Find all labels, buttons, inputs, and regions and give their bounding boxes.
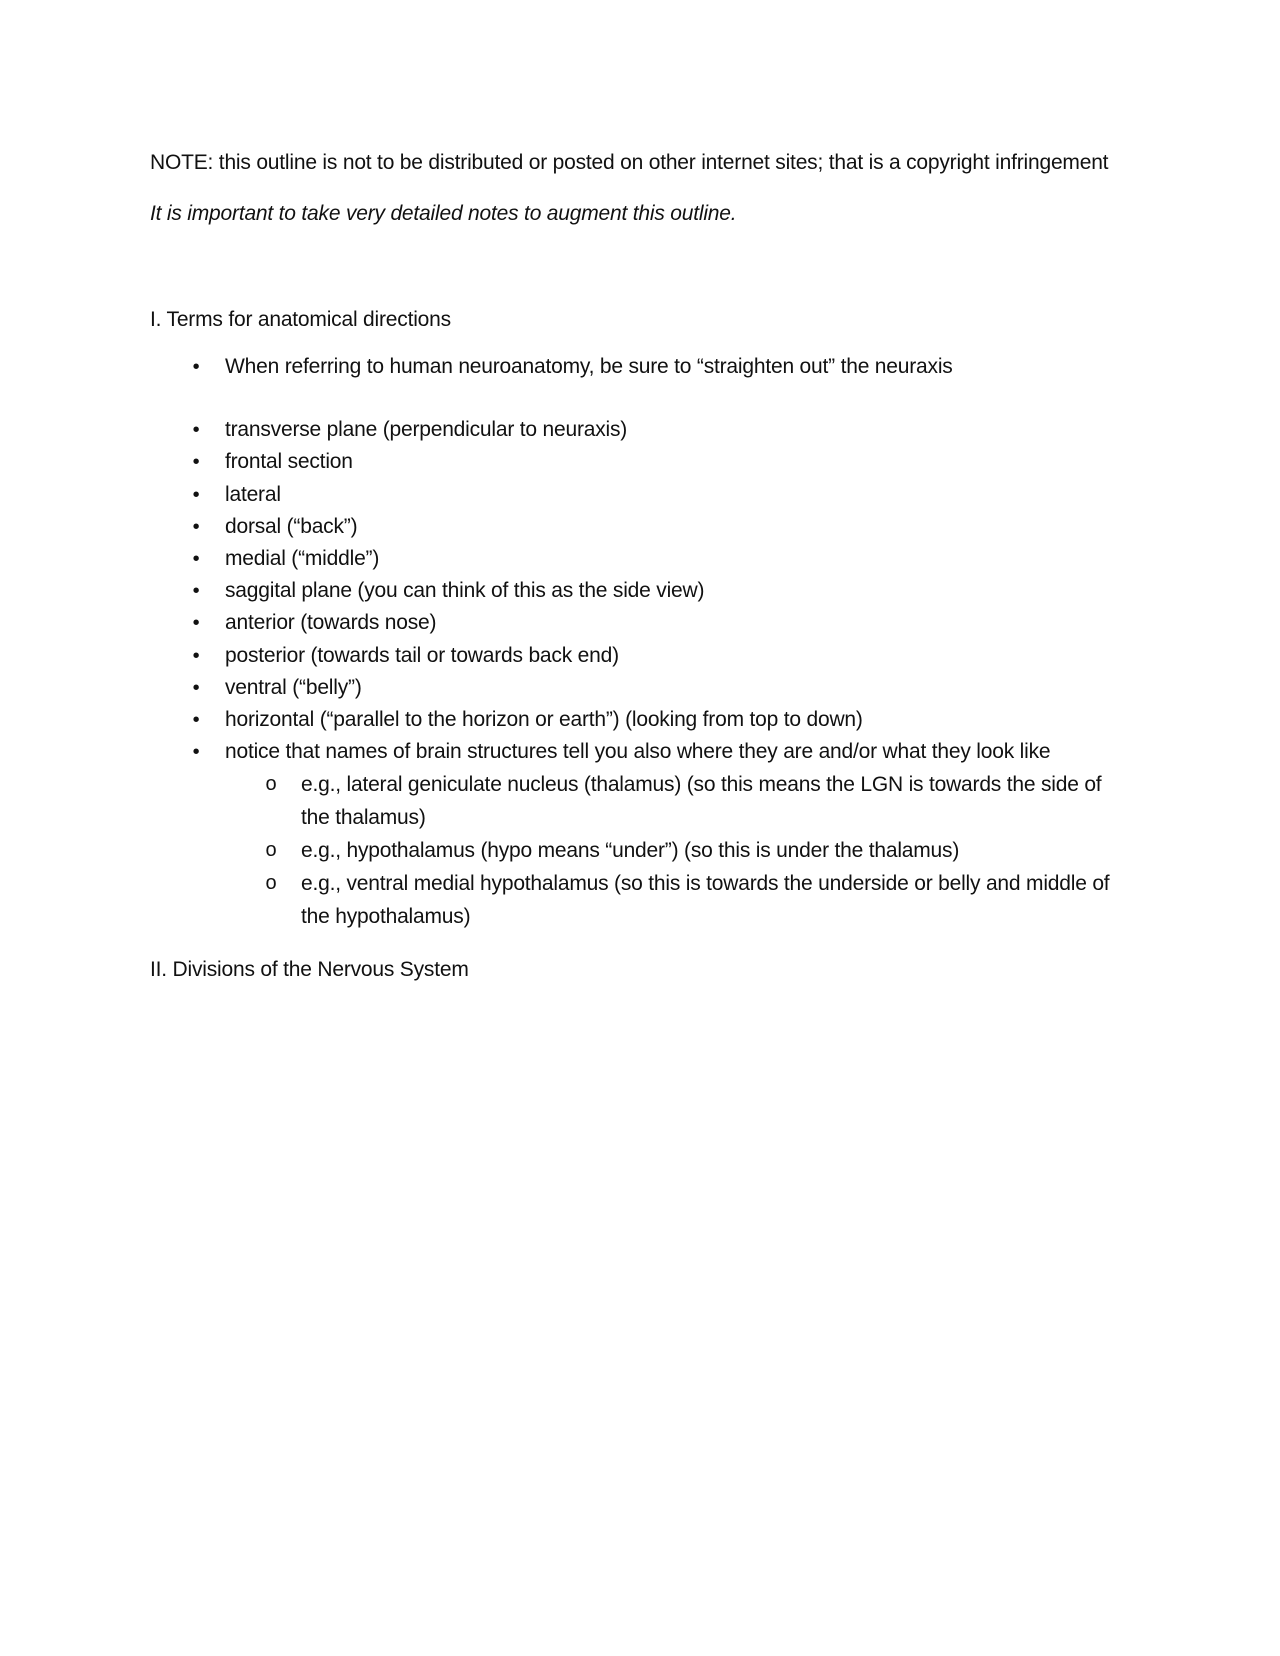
bullet-icon: • (192, 356, 200, 378)
list-item (150, 543, 1135, 575)
sub-list-item (150, 768, 1135, 834)
list-item-text: When referring to human neuroanatomy, be sure to “straighten out” the neuraxis (225, 355, 953, 378)
bullet-icon: • (192, 548, 200, 571)
circle-bullet-icon: o (265, 839, 277, 862)
bullet-icon: • (192, 644, 200, 667)
intro-bullet-list (150, 351, 1135, 383)
list-item (150, 511, 1135, 543)
list-item (150, 414, 1135, 446)
list-item (150, 351, 1135, 383)
list-item (150, 640, 1135, 672)
list-item-text: lateral (225, 482, 281, 506)
section-heading-terms: I. Terms for anatomical directions (150, 308, 451, 331)
list-item (150, 736, 1135, 768)
list-item (150, 607, 1135, 639)
list-item (150, 672, 1135, 704)
bullet-icon: • (192, 483, 200, 506)
list-item-text: dorsal (“back”) (225, 514, 358, 538)
list-item-text: notice that names of brain structures tell you also where they are and/or what they look like (225, 740, 1051, 764)
list-item (150, 446, 1135, 478)
list-item-text: horizontal (“parallel to the horizon or earth”) (looking from top to down) (225, 708, 863, 732)
section-heading-divisions: II. Divisions of the Nervous System (150, 958, 469, 982)
sub-list-item-text: e.g., lateral geniculate nucleus (thalamus) (so this means the LGN is towards the side of the thalamus) (301, 773, 1102, 830)
circle-bullet-icon: o (265, 872, 277, 895)
list-item-text: saggital plane (you can think of this as the side view) (225, 579, 705, 603)
list-item (150, 704, 1135, 736)
list-item (150, 479, 1135, 511)
direction-terms-list (150, 414, 1135, 933)
document-content (150, 146, 1135, 1001)
bullet-icon: • (192, 709, 200, 732)
list-item-text: frontal section (225, 450, 353, 474)
bullet-icon: • (192, 580, 200, 603)
example-sub-list (150, 768, 1135, 933)
copyright-note: NOTE: this outline is not to be distributed or posted on other internet sites; that is a copyright infringement (150, 151, 1109, 174)
sub-list-item (150, 867, 1135, 933)
bullet-icon: • (192, 451, 200, 474)
sub-list-item-text: e.g., hypothalamus (hypo means “under”) (so this is under the thalamus) (301, 839, 960, 863)
circle-bullet-icon: o (265, 773, 277, 796)
bullet-icon: • (192, 676, 200, 699)
list-item-text: posterior (towards tail or towards back end) (225, 643, 619, 667)
list-item (150, 575, 1135, 607)
list-item-text: ventral (“belly”) (225, 675, 362, 699)
bullet-icon: • (192, 419, 200, 442)
bullet-icon: • (192, 612, 200, 635)
bullet-icon: • (192, 515, 200, 538)
notes-reminder: It is important to take very detailed notes to augment this outline. (150, 202, 737, 225)
list-item-text: anterior (towards nose) (225, 611, 437, 635)
list-item-text: medial (“middle”) (225, 547, 380, 571)
sub-list-item (150, 834, 1135, 867)
sub-list-item-text: e.g., ventral medial hypothalamus (so this is towards the underside or belly and middle of the hypothalamus) (301, 872, 1110, 929)
bullet-icon: • (192, 741, 200, 764)
list-item-text: transverse plane (perpendicular to neuraxis) (225, 418, 628, 442)
sub-bullet-container (150, 768, 1135, 933)
